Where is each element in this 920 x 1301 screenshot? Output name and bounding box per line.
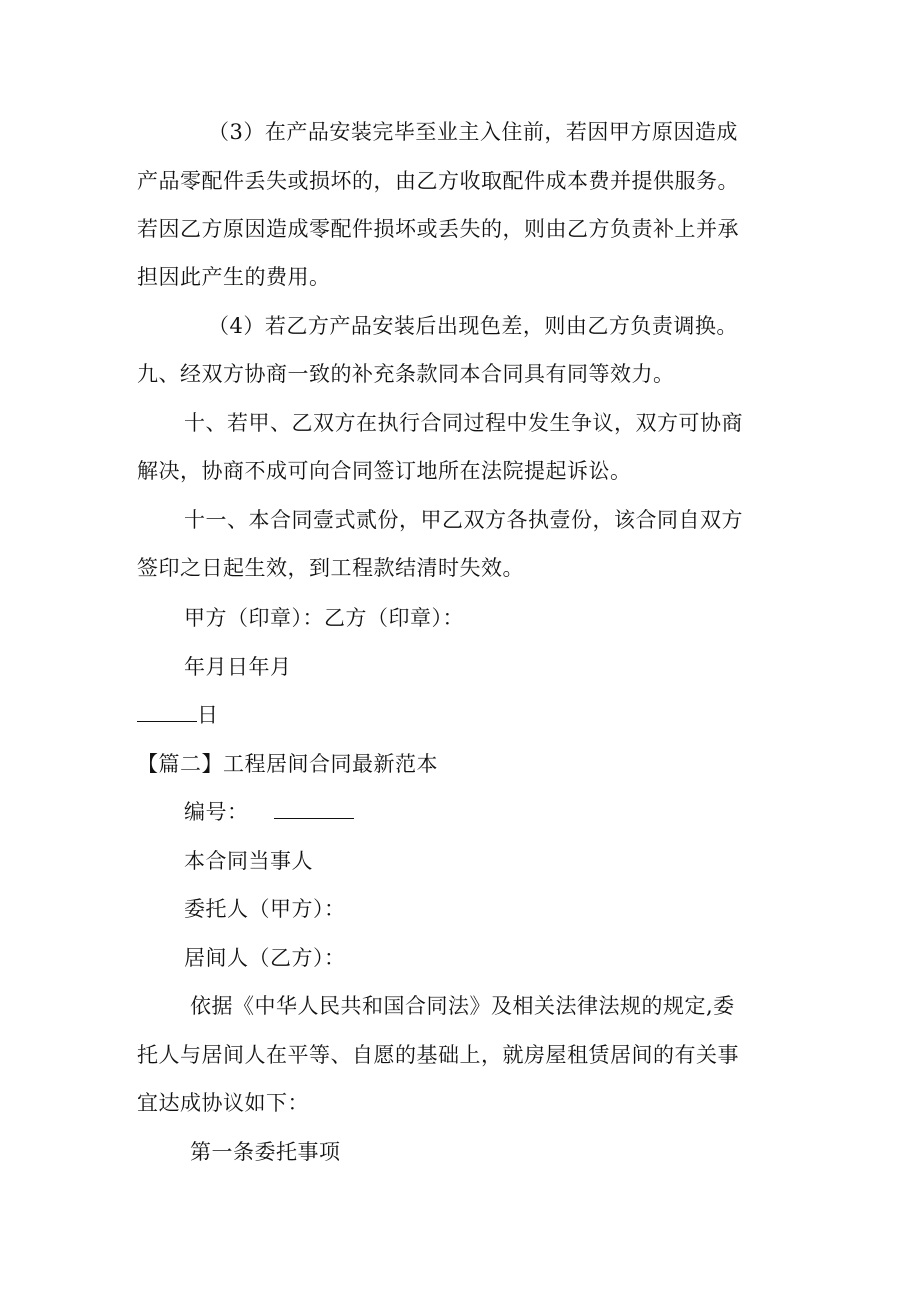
number-blank bbox=[274, 800, 354, 819]
parties-heading: 本合同当事人 bbox=[184, 849, 313, 873]
date-line: 年月日年月 bbox=[184, 655, 292, 679]
day-line bbox=[137, 700, 219, 730]
client-label: 委托人（甲方）： bbox=[184, 897, 346, 921]
contract-number-line bbox=[184, 797, 354, 827]
day-suffix: 日 bbox=[197, 703, 219, 727]
basis-line-1: 依据《中华人民共和国合同法》及相关法律法规的规定,委 bbox=[190, 994, 735, 1018]
broker-label: 居间人（乙方）： bbox=[184, 946, 346, 970]
clause-3-line-4: 担因此产生的费用。 bbox=[137, 265, 331, 289]
clause-10-line-1: 十、若甲、乙双方在执行合同过程中发生争议，双方可协商 bbox=[184, 411, 743, 435]
clause-3-line-2: 产品零配件丢失或损坏的，由乙方收取配件成本费并提供服务。 bbox=[137, 169, 739, 193]
clause-3-line-1: （3）在产品安装完毕至业主入住前，若因甲方原因造成 bbox=[208, 120, 738, 144]
clause-11-line-1: 十一、本合同壹式贰份，甲乙双方各执壹份，该合同自双方 bbox=[184, 508, 743, 532]
signature-line: 甲方（印章）：乙方（印章）： bbox=[184, 606, 464, 630]
clause-4-line-1: （4）若乙方产品安装后出现色差，则由乙方负责调换。 bbox=[208, 314, 738, 338]
clause-11-line-2: 签印之日起生效，到工程款结清时失效。 bbox=[137, 556, 524, 580]
basis-line-2: 托人与居间人在平等、自愿的基础上，就房屋租赁居间的有关事 bbox=[137, 1043, 739, 1067]
clause-9-line-1: 九、经双方协商一致的补充条款同本合同具有同等效力。 bbox=[137, 362, 675, 386]
day-blank bbox=[137, 703, 197, 722]
clause-10-line-2: 解决，协商不成可向合同签订地所在法院提起诉讼。 bbox=[137, 459, 632, 483]
section-title: 【篇二】工程居间合同最新范本 bbox=[137, 752, 438, 776]
basis-line-3: 宜达成协议如下： bbox=[137, 1091, 309, 1115]
number-label: 编号： bbox=[184, 800, 249, 824]
clause-3-line-3: 若因乙方原因造成零配件损坏或丢失的，则由乙方负责补上并承 bbox=[137, 217, 739, 241]
article-one-heading: 第一条委托事项 bbox=[190, 1140, 341, 1164]
